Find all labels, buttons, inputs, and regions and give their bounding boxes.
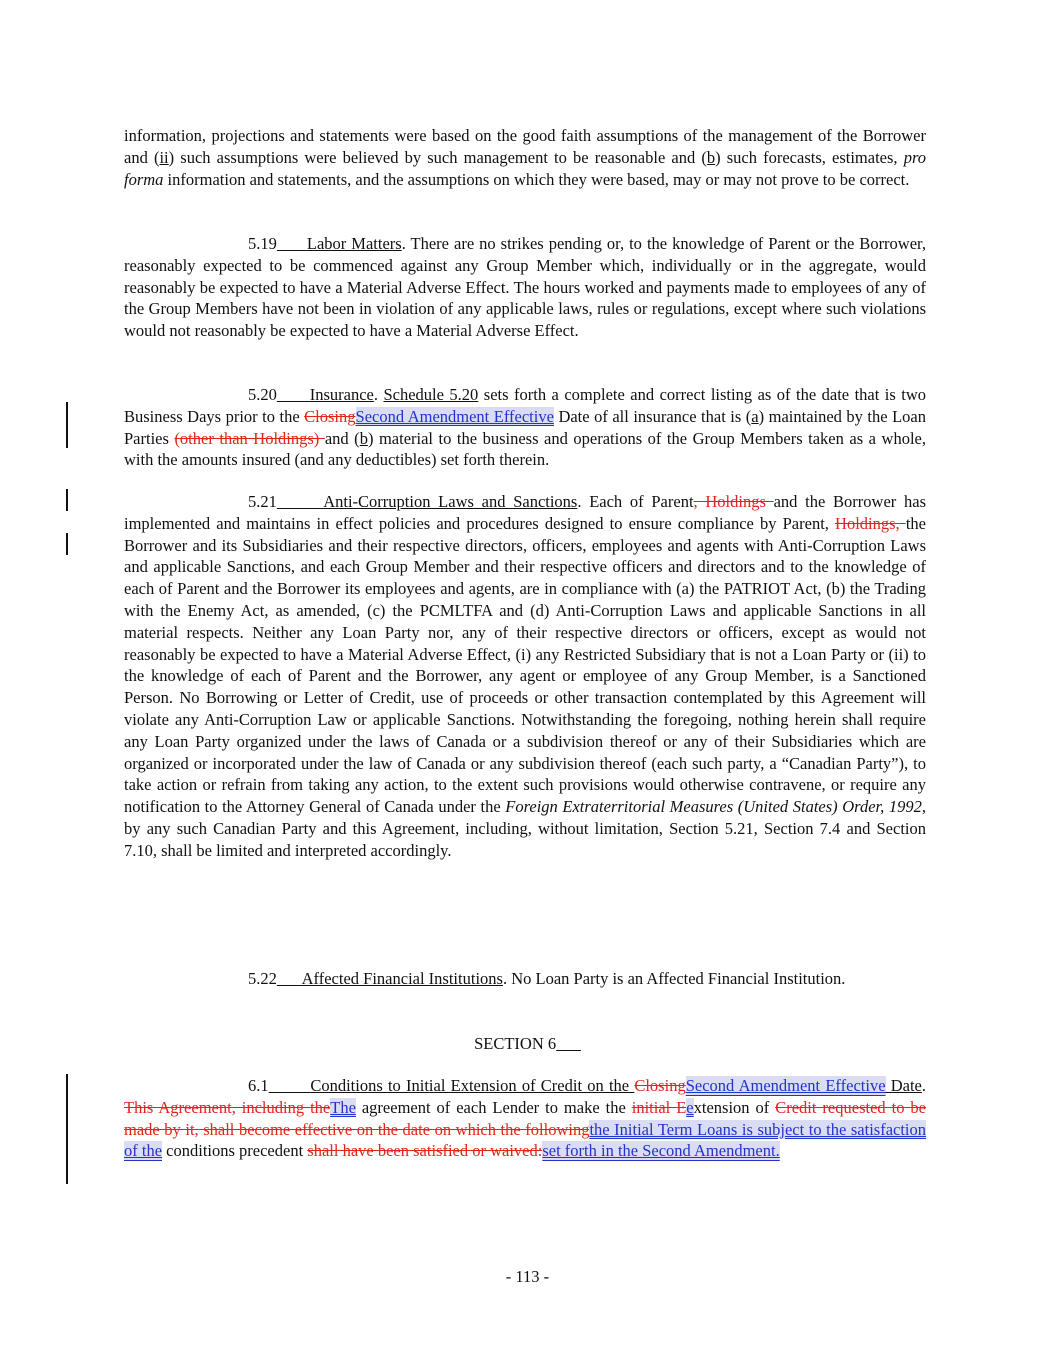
section-5-19: 5.19 Labor Matters. There are no strikes pending or, to the knowledge of Parent or the Borrower, reasonably expected to be commenced against any Group Member which, individually or in the aggregate, would reasonably be expected to have a Material Adverse Effect. The hours worked and payments made to employees of any of the Group Members have not been in violation of any applicable laws, rules or regulations, except where such violations would not reasonably be expected to have a Material Adverse Effect. <box>124 234 926 341</box>
inserted-text: The <box>330 1097 356 1117</box>
inserted-text: set forth in the Second Amendment. <box>542 1141 780 1161</box>
paragraph-intro: information, projections and statements were based on the good faith assumptions of the management of the Borrower and (ii) such assumptions were believed by such management to be reasonable and (b) such forecasts, estimates, pro forma information and statements, and the assumptions on which they were based, may or may not prove to be correct. <box>124 126 926 189</box>
deleted-text: Credit requested to be made by it, shall become effective on the date on which the following <box>124 1097 926 1139</box>
section-heading: Affected Financial Institutions <box>301 969 503 988</box>
section-5-21: 5.21 Anti-Corruption Laws and Sanctions. Each of Parent, Holdings and the Borrower has implemented and maintains in effect policies and procedures designed to ensure compliance by Parent, Holdings, the Borrower and its Subsidiaries and their respective directors, officers, employees and agents with Anti-Corruption Laws and applicable Sanctions, and each Group Member and their respective officers and directors and to the knowledge of each of Parent and the Borrower its employees and agents, are in compliance with (a) the PATRIOT Act, (b) the Trading with the Enemy Act, as amended, (c) the PCMLTFA and (d) Anti-Corruption Laws and applicable Sanctions in all material respects. Neither any Loan Party nor, any of their respective directors or officers, except as would not reasonably be expected to have a Material Adverse Effect, (i) any Restricted Subsidiary that is not a Loan Party or (ii) to the knowledge of each of Parent and the Borrower, any agent or employee of any Group Member, is a Sanctioned Person. No Borrowing or Letter of Credit, use of proceeds or other transaction contemplated by this Agreement will violate any Anti-Corruption Law or applicable Sanctions. Notwithstanding the foregoing, nothing herein shall require any Loan Party organized under the laws of Canada or a subdivision thereof or any of their Subsidiaries which are organized or incorporated under the law of Canada or any subdivision thereof (each such party, a “Canadian Party”), to take action or refrain from taking any action, to the extent such provisions would otherwise contravene, or require any notification to the Attorney General of Canada under the Foreign Extraterritorial Measures (United States) Order, 1992, by any such Canadian Party and this Agreement, including, without limitation, Section 5.21, Section 7.4 and Section 7.10, shall be limited and interpreted accordingly. <box>124 492 926 860</box>
schedule-reference: Schedule 5.20 <box>383 385 479 404</box>
change-bar <box>66 1074 68 1184</box>
change-bar <box>66 402 68 448</box>
deleted-text: Closing <box>634 1076 686 1095</box>
section-number: 5.19 <box>248 234 277 253</box>
section-number: 5.22 <box>248 969 277 988</box>
deleted-text: This Agreement, including the <box>124 1097 331 1117</box>
deleted-text: E <box>676 1097 687 1117</box>
deleted-text: Holdings, <box>835 513 906 533</box>
section-number: 6.1 <box>248 1076 269 1095</box>
deleted-text: Closing <box>304 406 356 426</box>
section-number: 5.20 <box>248 385 277 404</box>
inserted-text: e <box>686 1097 694 1117</box>
deleted-text: shall have been satisfied or waived: <box>307 1141 543 1161</box>
deleted-text: , Holdings <box>693 492 774 511</box>
section-6-1: 6.1 Conditions to Initial Extension of Credit on the ClosingSecond Amendment Effective Date. This Agreement, including theThe agreement of each Lender to make the initial Eextension of Credit requested to be made by it, shall become effective on the date on which the followingthe Initial Term Loans is subject to the satisfaction of the conditions precedent shall have been satisfied or waived:set forth in the Second Amendment. <box>124 1076 927 1161</box>
section-5-22: 5.22 Affected Financial Institutions. No Loan Party is an Affected Financial Institution. <box>248 969 846 988</box>
section-heading: Insurance <box>309 385 374 404</box>
section-5-20: 5.20 Insurance. Schedule 5.20 sets forth a complete and correct listing as of the date that is two Business Days prior to the ClosingSecond Amendment Effective Date of all insurance that is (a) maintained by the Loan Parties (other than Holdings) and (b) material to the business and operations of the Group Members taken as a whole, with the amounts insured (and any deductibles) set forth therein. <box>124 385 927 470</box>
section-heading: Anti-Corruption Laws and Sanctions <box>323 492 578 511</box>
inserted-text: Second Amendment Effective <box>355 406 554 426</box>
change-bar <box>66 489 68 511</box>
deleted-text: (other than Holdings) <box>174 428 325 448</box>
page-number: - 113 - <box>505 1267 550 1286</box>
inserted-text: Second Amendment Effective <box>685 1076 886 1095</box>
inserted-text: the Initial Term Loans is subject to the satisfaction of the <box>124 1119 927 1161</box>
section-6-heading: SECTION 6 <box>474 1034 557 1053</box>
section-number: 5.21 <box>248 492 277 511</box>
section-heading: Labor Matters <box>306 234 402 253</box>
deleted-text: initial <box>631 1097 677 1117</box>
change-bar <box>66 533 68 555</box>
section-heading: Conditions to Initial Extension of Credit on the <box>310 1076 635 1095</box>
